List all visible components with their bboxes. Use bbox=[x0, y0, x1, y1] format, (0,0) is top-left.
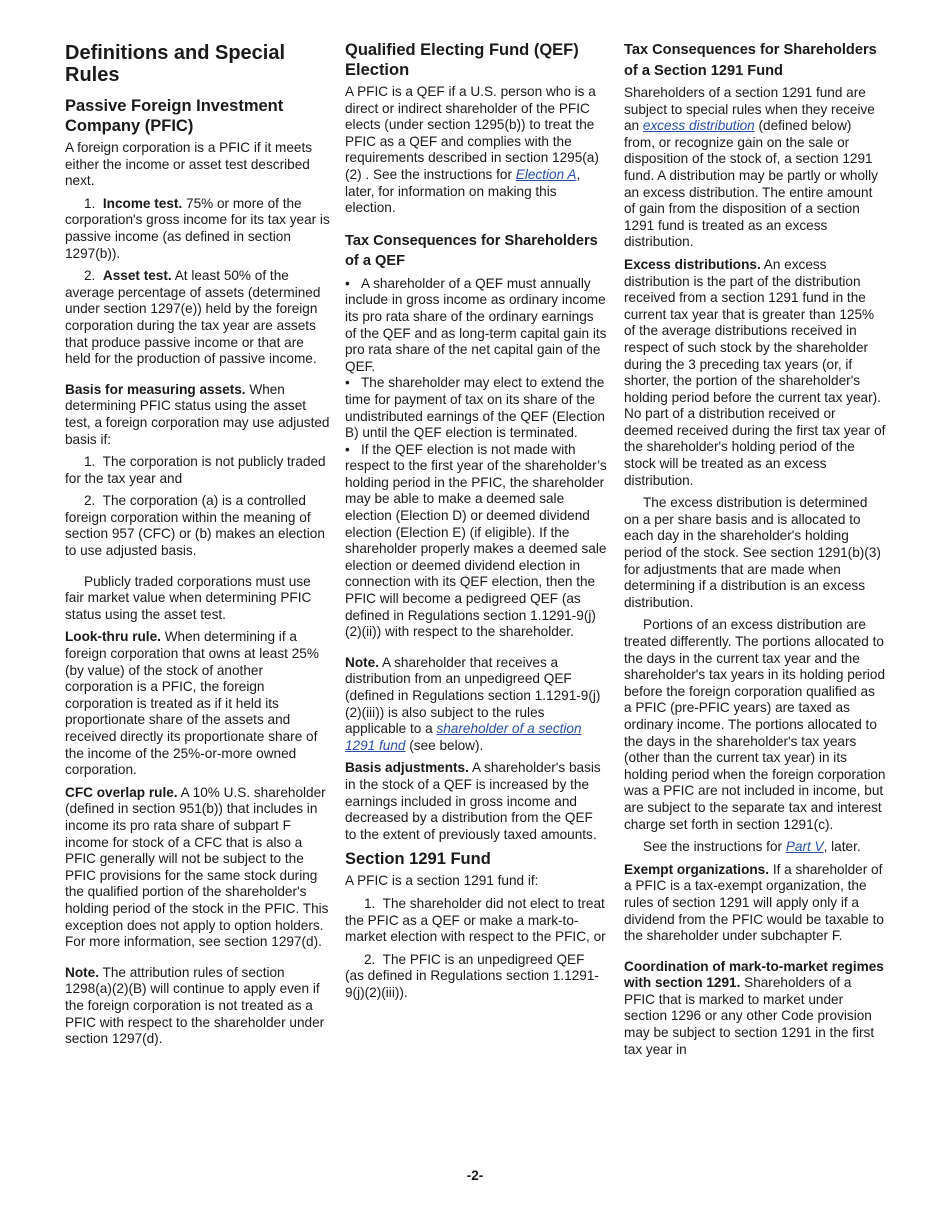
page-number: -2- bbox=[466, 1168, 484, 1183]
coordination-paragraph bbox=[624, 959, 886, 1059]
excess-paragraph-3: Portions of an excess distribution are treated differently. The portions allocated to the days in the current tax year and the shareholder's tax years in its holding period before the foreign corporation qualified as a PFIC (pre-PFIC years) are taxed as ordinary income. The portions allocated to the days in the shareholder's tax years (other than the current tax year) in its holding period when the foreign corporation was a PFIC are not included in income, but are subject to the separate tax and interest charge set forth in section 1291(c). bbox=[624, 617, 886, 832]
qef-bullet-3 bbox=[345, 442, 607, 641]
basis-item-1-text: The corporation is not publicly traded for the tax year and bbox=[65, 454, 326, 486]
coordination-text: Shareholders of a PFIC that is marked to market under section 1296 or any other Code provision may be subject to section 1291 in the first tax year in bbox=[624, 975, 875, 1057]
tax-1291-heading: Tax Consequences for Shareholders of a Section 1291 Fund bbox=[624, 42, 877, 79]
exempt-label: Exempt organizations. bbox=[624, 861, 770, 877]
lookthru-label: Look-thru rule. bbox=[65, 629, 161, 645]
pfic-intro: A foreign corporation is a PFIC if it meets either the income or asset test described next. bbox=[65, 140, 313, 189]
qef-paragraph bbox=[345, 84, 607, 217]
tax-1291-text-a: Shareholders of a section 1291 fund are subject to special rules when they receive an bbox=[624, 85, 875, 134]
asset-test-text: At least 50% of the average percentage of assets (determined under section 1297(e)) held by the foreign corporation during the tax year are assets that produce passive income or that are held for the production of passive income. bbox=[65, 268, 321, 367]
qef-bullet-2-text: The shareholder may elect to extend the time for payment of tax on its share of the undistributed earnings of the QEF (Election B) until the QEF election is terminated. bbox=[345, 375, 605, 441]
shareholder-1291-link[interactable]: shareholder of a section 1291 fund bbox=[345, 721, 582, 753]
see-part-v-paragraph bbox=[624, 839, 886, 856]
basis-item-2-text: The corporation (a) is a controlled foreign corporation within the meaning of section 957 (CFC) or (b) makes an election to use adjusted basis. bbox=[65, 493, 325, 559]
asset-test-label: Asset test. bbox=[102, 268, 172, 284]
cfc-text: A 10% U.S. shareholder (defined in section 951(b)) that includes in income its pro rata share of subpart F income for stock of a CFC that is also a PFIC generally will not be subject to the PFIC provisions for the same stock during the qualified portion of the shareholder's holding period of the stock in the PFIC. This exception does not apply to option holders. For more information, see section 1297(d). bbox=[65, 784, 329, 950]
exempt-paragraph bbox=[624, 862, 886, 945]
page-title: Definitions and Special Rules bbox=[65, 42, 286, 86]
coordination-label: Coordination of mark-to-market regimes with section 1291. bbox=[624, 958, 884, 991]
section-1291-item-2-number: 2. bbox=[364, 951, 376, 967]
section-1291-item-2 bbox=[345, 952, 607, 1002]
basis-item-2 bbox=[65, 493, 330, 559]
bullet-icon: • bbox=[345, 441, 350, 457]
qef-note-label: Note. bbox=[345, 654, 379, 670]
qef-bullet-1 bbox=[345, 276, 607, 376]
qef-note-text-a: A shareholder that receives a distribution from an unpedigreed QEF (defined in Regulations section 1.1291-9(j)(2)(iii)) is also subject to the rules applicable to a bbox=[345, 654, 601, 737]
basis-item-1 bbox=[65, 454, 330, 487]
note-label: Note. bbox=[65, 964, 99, 980]
section-1291-item-1 bbox=[345, 896, 607, 946]
excess-label: Excess distributions. bbox=[624, 256, 761, 272]
qef-bullet-1-text: A shareholder of a QEF must annually include in gross income as ordinary income its pro rata share of the ordinary earnings of the QEF and as long-term capital gain its pro rata share of the net capital gain of the QEF. bbox=[345, 275, 607, 374]
basis-adjustments-text: A shareholder's basis in the stock of a QEF is increased by the earnings included in gross income and decreased by a distribution from the QEF to the extent of previously taxed amounts. bbox=[345, 760, 601, 842]
section-1291-item-1-number: 1. bbox=[364, 895, 376, 911]
qef-bullet-3-text: If the QEF election is not made with respect to the first year of the shareholder’s holding period in the PFIC, the shareholder may be able to make a deemed sale election (Election D) or deemed dividend election (Election E) (if eligible). If the shareholder properly makes a deemed sale election or deemed dividend election in connection with its QEF election, then the PFIC will become a pedigreed QEF (as defined in Regulations section 1.1291-9(j)(2)(ii)) with respect to the shareholder. bbox=[345, 441, 607, 640]
election-a-link[interactable]: Election A bbox=[515, 166, 577, 182]
column-3 bbox=[624, 40, 886, 1064]
bullet-icon: • bbox=[345, 375, 350, 391]
tax-1291-text-b: (defined below) from, or recognize gain on the sale or disposition of the stock of, a section 1291 fund. A distribution may be partly or wholly an excess distribution. The entire amount of gain from the disposition of a section 1291 fund is treated as an excess distribution. bbox=[624, 118, 878, 250]
note-paragraph bbox=[65, 965, 330, 1048]
basis-item-1-number: 1. bbox=[84, 454, 96, 470]
basis-text: When determining PFIC status using the asset test, a foreign corporation may use adjusted basis if: bbox=[65, 381, 330, 447]
publicly-traded-paragraph: Publicly traded corporations must use fair market value when determining PFIC status using the asset test. bbox=[65, 573, 312, 622]
basis-adjustments-paragraph bbox=[345, 760, 607, 843]
income-test-text: 75% or more of the corporation's gross income for its tax year is passive income (as defined in section 1297(b)). bbox=[65, 195, 330, 261]
lookthru-text: When determining if a foreign corporation that owns at least 25% (by value) of the stock of another corporation is a PFIC, the foreign corporation is treated as if it held its proportionate share of the assets and received directly its proportionate share of the income of the 25%-or-more owned corporation. bbox=[65, 629, 319, 778]
note-text: The attribution rules of section 1298(a)(2)(B) will continue to apply even if the foreign corporation is not treated as a PFIC with respect to the shareholder under section 1297(d). bbox=[65, 964, 325, 1047]
excess-distribution-link[interactable]: excess distribution bbox=[642, 118, 755, 134]
basis-adjustments-label: Basis adjustments. bbox=[345, 760, 469, 776]
column-2 bbox=[345, 40, 607, 1008]
part-v-link[interactable]: Part V bbox=[785, 839, 824, 855]
income-test-number: 1. bbox=[84, 195, 96, 211]
excess-paragraph bbox=[624, 257, 886, 489]
basis-paragraph bbox=[65, 382, 330, 448]
lookthru-paragraph bbox=[65, 629, 330, 778]
section-1291-item-2-text: The PFIC is an unpedigreed QEF (as defined in Regulations section 1.1291-9(j)(2)(iii)). bbox=[345, 951, 599, 1000]
asset-test-paragraph bbox=[65, 268, 330, 368]
qef-text-b: , later, for information on making this election. bbox=[345, 166, 581, 216]
see-text-b: , later. bbox=[823, 839, 861, 855]
basis-label: Basis for measuring assets. bbox=[65, 381, 246, 397]
income-test-label: Income test. bbox=[102, 195, 183, 211]
column-1 bbox=[65, 40, 330, 1054]
excess-paragraph-2: The excess distribution is determined on a per share basis and is allocated to each day in the shareholder's holding period of the stock. See section 1291(b)(3) for adjustments that are made when determining if a distribution is an excess distribution. bbox=[624, 495, 881, 610]
qef-text-a: A PFIC is a QEF if a U.S. person who is a direct or indirect shareholder of the PFIC elects (under section 1295(b)) to treat the PFIC as a QEF and complies with the requirements described in section 1295(a)(2) . See the instructions for bbox=[345, 84, 599, 182]
pfic-heading: Passive Foreign Investment Company (PFIC) bbox=[65, 97, 284, 135]
qef-bullet-2 bbox=[345, 375, 607, 441]
excess-text: An excess distribution is the part of the distribution received from a section 1291 fund in the current tax year that is greater than 125% of the average distributions received in respect of such stock by the shareholder during the 3 preceding tax years (or, if shorter, the portion of the shareholder's holding period before the current tax year). No part of a distribution received or deemed received during the first tax year of the shareholder's holding period of the stock will be treated as an excess distribution. bbox=[624, 256, 886, 488]
qef-note-text-b: (see below). bbox=[405, 737, 484, 753]
bullet-icon: • bbox=[345, 275, 350, 291]
tax-qef-heading: Tax Consequences for Shareholders of a QEF bbox=[345, 232, 598, 270]
section-1291-item-1-text: The shareholder did not elect to treat the PFIC as a QEF or make a mark-to-market election with respect to the PFIC, or bbox=[345, 895, 606, 945]
see-text-a: See the instructions for bbox=[643, 839, 786, 855]
qef-note-paragraph bbox=[345, 655, 607, 755]
section-1291-intro: A PFIC is a section 1291 fund if: bbox=[345, 873, 539, 889]
cfc-label: CFC overlap rule. bbox=[65, 784, 178, 800]
cfc-paragraph bbox=[65, 785, 330, 951]
exempt-text: If a shareholder of a PFIC is a tax-exempt organization, the rules of section 1291 will apply only if a dividend from the PFIC would be taxable to the shareholder under subchapter F. bbox=[624, 861, 884, 944]
section-1291-heading: Section 1291 Fund bbox=[345, 850, 491, 869]
income-test-paragraph bbox=[65, 196, 330, 262]
basis-item-2-number: 2. bbox=[84, 493, 96, 509]
tax-1291-paragraph bbox=[624, 85, 886, 251]
asset-test-number: 2. bbox=[84, 268, 96, 284]
qef-heading: Qualified Electing Fund (QEF) Election bbox=[345, 41, 579, 79]
